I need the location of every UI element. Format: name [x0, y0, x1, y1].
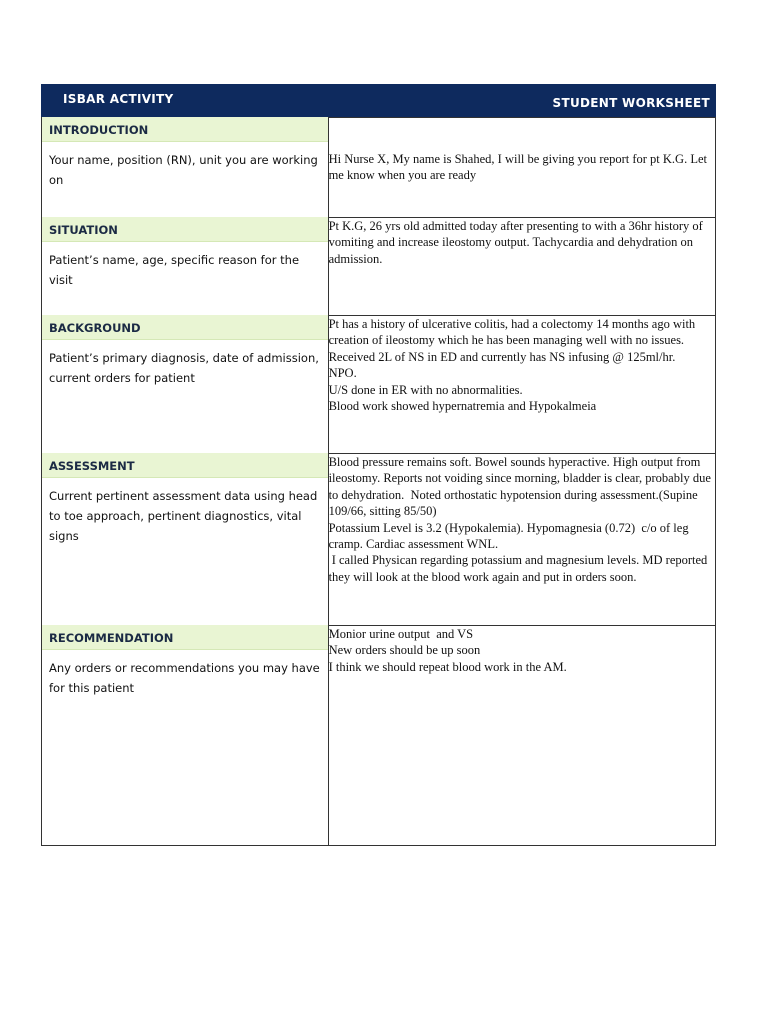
section-background [42, 315, 715, 453]
section-response[interactable]: Pt K.G, 26 yrs old admitted today after presenting to with a 36hr history of vomiting and increase ileostomy output. Tachycardia and dehydration on admission. [328, 217, 715, 315]
section-response[interactable]: Blood pressure remains soft. Bowel sounds hyperactive. High output from ileostomy. Reports not voiding since morning, bladder is clear, probably due to dehydration. Noted orthostatic hypotension during assessment.(Supine 109/66, sitting 85/50) Potassium Level is 3.2 (Hypokalemia). Hypomagnesia (0.72) c/o of leg cramp. Cardiac assessment WNL. I called Physican regarding potassium and magnesium levels. MD reported they will look at the blood work again and put in orders soon. [328, 453, 715, 625]
section-label: RECOMMENDATION [42, 625, 328, 650]
worksheet-header [41, 84, 716, 117]
section-prompt: Patient’s name, age, specific reason for the visit [49, 253, 300, 287]
section-prompt: Patient’s primary diagnosis, date of admission, current orders for patient [49, 351, 319, 385]
section-prompt: Any orders or recommendations you may have for this patient [49, 661, 320, 695]
section-response[interactable]: Monior urine output and VS New orders should be up soon I think we should repeat blood work in the AM. [328, 625, 715, 845]
section-response[interactable]: Pt has a history of ulcerative colitis, had a colectomy 14 months ago with creation of ileostomy which he has been managing well with no issues. Received 2L of NS in ED and currently has NS infusing @ 125ml/hr. NPO. U/S done in ER with no abnormalities. Blood work showed hypernatremia and Hypokalmeia [328, 315, 715, 453]
isbar-table [41, 117, 716, 846]
activity-title: ISBAR ACTIVITY [63, 91, 174, 106]
section-label: SITUATION [42, 217, 328, 242]
section-response[interactable]: Hi Nurse X, My name is Shahed, I will be giving you report for pt K.G. Let me know when you are ready [328, 117, 715, 217]
section-label: INTRODUCTION [42, 117, 328, 142]
worksheet-label: STUDENT WORKSHEET [552, 95, 710, 110]
section-recommendation [42, 625, 715, 845]
section-prompt: Your name, position (RN), unit you are working on [49, 153, 318, 187]
section-introduction [42, 117, 715, 217]
section-label: ASSESSMENT [42, 453, 328, 478]
isbar-worksheet [41, 84, 716, 846]
section-prompt: Current pertinent assessment data using head to toe approach, pertinent diagnostics, vital signs [49, 489, 318, 543]
section-assessment [42, 453, 715, 625]
section-situation [42, 217, 715, 315]
section-label: BACKGROUND [42, 315, 328, 340]
